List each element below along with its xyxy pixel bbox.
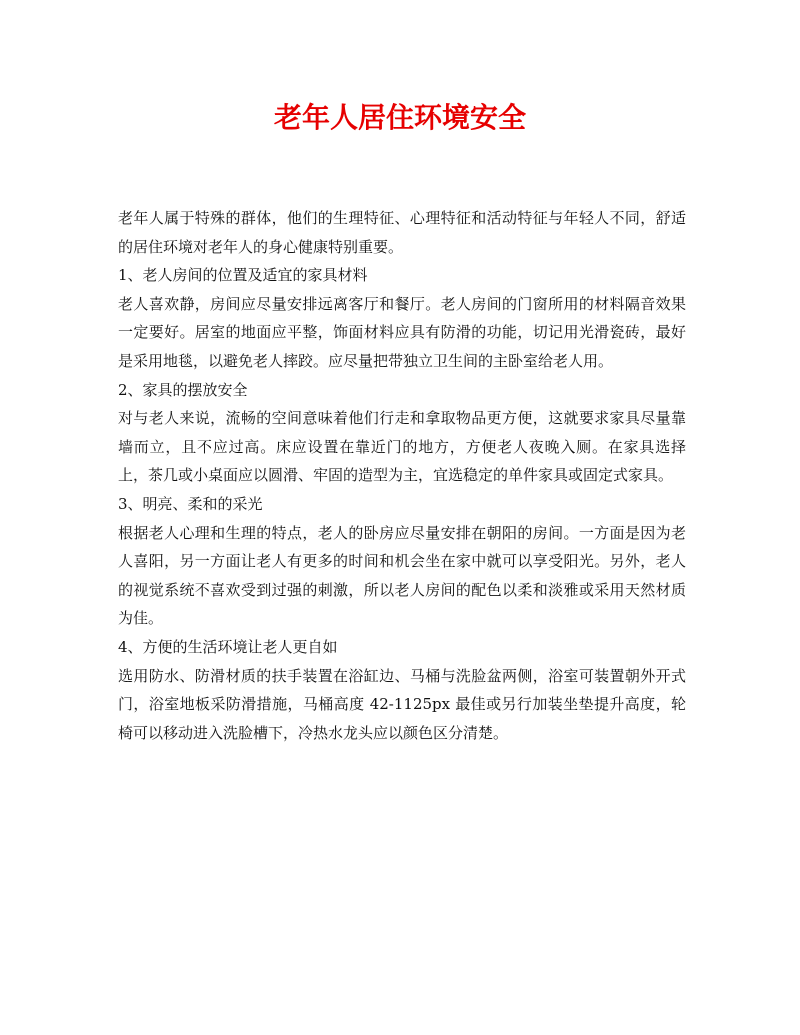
section-heading-2: 2、家具的摆放安全 <box>118 380 248 399</box>
section-paragraph-1: 老人喜欢静，房间应尽量安排远离客厅和餐厅。老人房间的门窗所用的材料隔音效果一定要好。居室的地面应平整，饰面材料应具有防滑的功能，切记用光滑瓷砖，最好是采用地毯，以避免老人摔跤。应尽量把带独立卫生间的主卧室给老人用。 <box>118 294 686 370</box>
section-heading-3: 3、明亮、柔和的采光 <box>118 494 263 513</box>
document-body <box>118 204 686 747</box>
section-heading-4: 4、方便的生活环境让老人更自如 <box>118 637 338 656</box>
section-paragraph-2: 对与老人来说，流畅的空间意味着他们行走和拿取物品更方便，这就要求家具尽量靠墙而立，且不应过高。床应设置在靠近门的地方，方便老人夜晚入厕。在家具选择上，茶几或小桌面应以圆滑、牢固的造型为主，宜选稳定的单件家具或固定式家具。 <box>118 409 686 485</box>
section-heading-1: 1、老人房间的位置及适宜的家具材料 <box>118 266 368 285</box>
section-paragraph-4: 选用防水、防滑材质的扶手装置在浴缸边、马桶与洗脸盆两侧，浴室可装置朝外开式门，浴室地板采防滑措施，马桶高度 42-1125px 最佳或另行加装坐垫提升高度，轮椅可以移动进入洗脸槽下，冷热水龙头应以颜色区分清楚。 <box>118 666 686 742</box>
page-title: 老年人居住环境安全 <box>273 101 526 134</box>
intro-paragraph: 老年人属于特殊的群体，他们的生理特征、心理特征和活动特征与年轻人不同，舒适的居住环境对老年人的身心健康特别重要。 <box>118 209 686 256</box>
section-paragraph-3: 根据老人心理和生理的特点，老人的卧房应尽量安排在朝阳的房间。一方面是因为老人喜阳，另一方面让老人有更多的时间和机会坐在家中就可以享受阳光。另外，老人的视觉系统不喜欢受到过强的刺激，所以老人房间的配色以柔和淡雅或采用天然材质为佳。 <box>118 523 686 628</box>
